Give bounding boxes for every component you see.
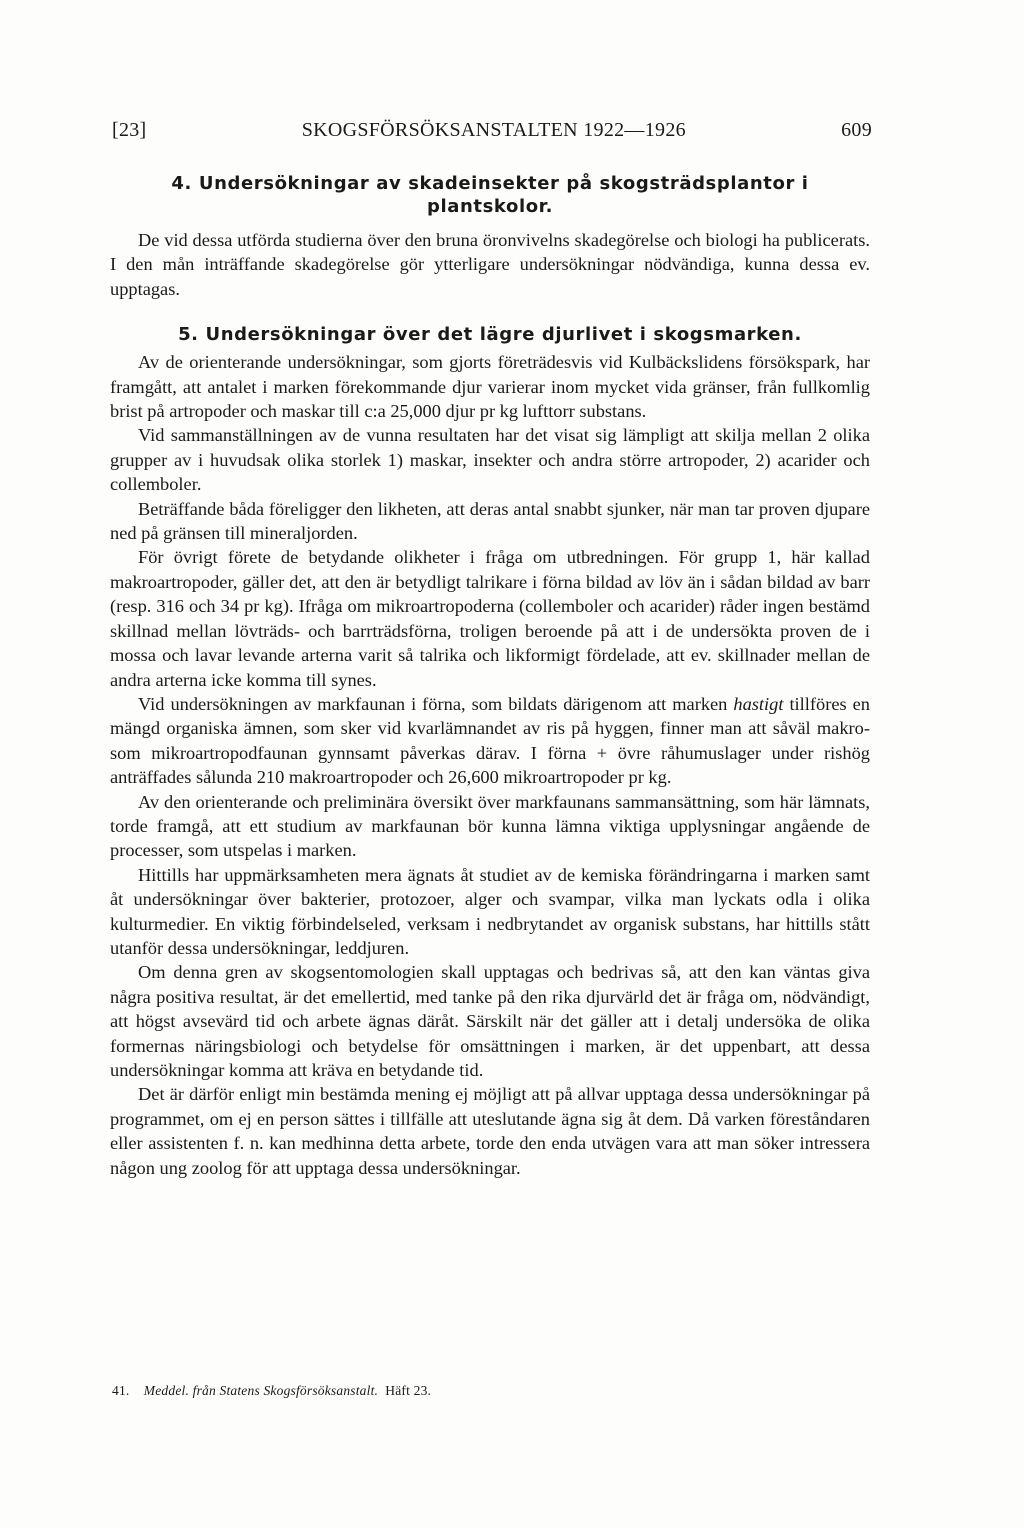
text-run: Vid undersökningen av markfaunan i förna, som bildats därigenom att marken xyxy=(138,693,734,714)
italic-word: hastigt xyxy=(733,693,784,714)
page-number: 609 xyxy=(841,119,872,141)
section-5-heading: 5. Undersökningar över det lägre djurlivet i skogsmarken. xyxy=(178,324,802,346)
page-footer xyxy=(112,1383,431,1399)
section-4-heading: 4. Undersökningar av skadeinsekter på skogsträdsplantor i plantskolor. xyxy=(171,173,809,217)
text-run: tillföres en mängd organiska ämnen, som sker vid kvarlämnandet av ris på hyggen, finner man att såväl makro- som mikroartropodfaunan gynnsamt påverkas därav. I förna + övre råhumuslager under rishög anträffades sålunda 210 makroartropoder och 26,600 mikroartropoder pr kg. xyxy=(110,693,870,788)
journal-title: Meddel. från Statens Skogsförsöksanstalt. xyxy=(143,1383,379,1398)
paragraph-hastigt xyxy=(110,692,870,790)
running-header xyxy=(112,119,872,142)
body-text xyxy=(110,172,870,1180)
paragraph: Av de orienterande undersökningar, som gjorts företrädesvis vid Kulbäckslidens försökspark, har framgått, att antalet i marken förekommande djur varierar inom mycket vida gränser, från fullkomlig brist på artropoder och maskar till c:a 25,000 djur pr kg lufttorr substans. xyxy=(110,352,870,422)
issue-number: Häft 23. xyxy=(385,1383,432,1398)
paragraph: Beträffande båda föreligger den likheten, att deras antal snabbt sjunker, när man tar proven djupare ned på gränsen till mineraljorden. xyxy=(110,498,870,544)
signature-mark: 41. xyxy=(112,1383,130,1398)
paragraph: Om denna gren av skogsentomologien skall upptagas och bedrivas så, att den kan väntas giva några positiva resultat, är det emellertid, med tanke på den rika djurvärld det är fråga om, nödvändigt, att högst avsevärd tid och arbete ägnas däråt. Särskilt när det gäller att i detalj undersöka de olika formernas näringsbiologi och betydelse för omsättningen i marken, är det uppenbart, att dessa undersökningar komma att kräva en betydande tid. xyxy=(110,962,870,1080)
paragraph: Det är därför enligt min bestämda mening ej möjligt att på allvar upptaga dessa undersökningar på programmet, om ej en person sättes i tillfälle att uteslutande ägna sig åt dem. Då varken föreståndaren eller assistenten f. n. kan medhinna detta arbete, torde den enda utvägen vara att man söker intressera någon ung zoolog för att upptaga dessa undersökningar. xyxy=(110,1084,870,1178)
page-reference: [23] xyxy=(112,119,147,141)
section-4-paragraph: De vid dessa utförda studierna över den bruna öronvivelns skadegörelse och biologi ha publicerats. I den mån inträffande skadegörelse gör ytterligare undersökningar nödvändiga, kunna dessa ev. upptagas. xyxy=(110,230,870,299)
paragraph: För övrigt förete de betydande olikheter i fråga om utbredningen. För grupp 1, här kallad makroartropoder, gäller det, att den är betydligt talrikare i förna bildad av löv än i sådan bildad av barr (resp. 316 och 34 pr kg). Ifråga om mikroartropoderna (collemboler och acarider) råder ingen bestämd skillnad mellan lövträds- och barrträdsförna, troligen beroende på att i de undersökta proven de i mossa och lavar levande arterna varit så talrika och likformigt fördelade, att ev. skillnader mellan de andra arterna icke komma till synes. xyxy=(110,547,870,690)
running-title: SKOGSFÖRSÖKSANSTALTEN 1922—1926 xyxy=(301,119,686,141)
paragraph: Av den orienterande och preliminära översikt över markfaunans sammansättning, som här lämnats, torde framgå, att ett studium av markfaunan bör kunna lämna viktiga upplysningar angående de processer, som utspelas i marken. xyxy=(110,791,870,861)
paragraph: Hittills har uppmärksamheten mera ägnats åt studiet av de kemiska förändringarna i marken samt åt undersökningar över bakterier, protozoer, alger och svampar, vilka man lyckats odla i olika kulturmedier. En viktig förbindelseled, verksam i nedbrytandet av organisk substans, har hittills stått utanför dessa undersökningar, leddjuren. xyxy=(110,864,870,958)
paragraph: Vid sammanställningen av de vunna resultaten har det visat sig lämpligt att skilja mellan 2 olika grupper av i huvudsak olika storlek 1) maskar, insekter och andra större artropoder, 2) acarider och collemboler. xyxy=(110,425,870,495)
